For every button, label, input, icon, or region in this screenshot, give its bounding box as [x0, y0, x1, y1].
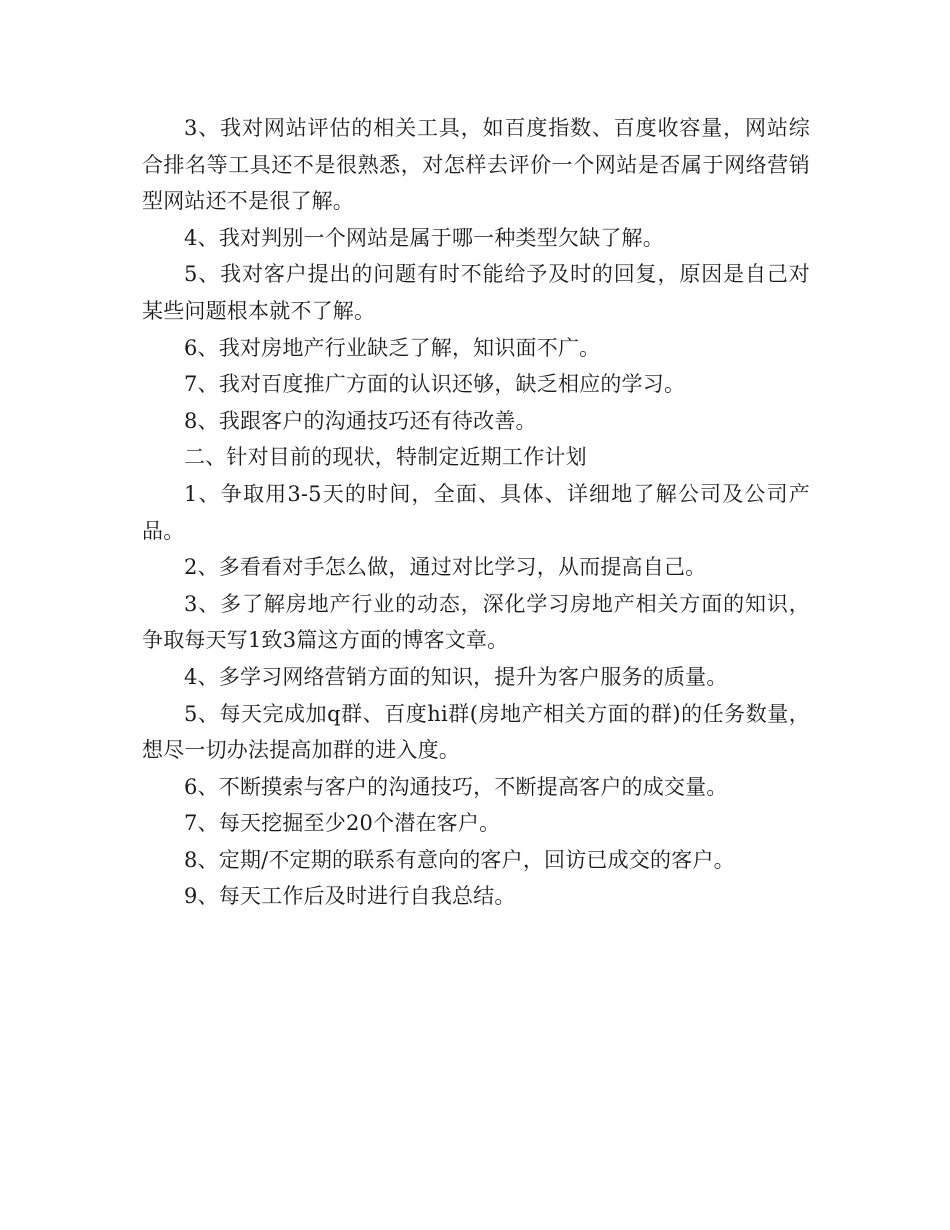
- paragraph-issue-4: 4、我对判别一个网站是属于哪一种类型欠缺了解。: [184, 225, 664, 250]
- paragraph-plan-1: 1、争取用3-5天的时间，全面、具体、详细地了解公司及公司产品。: [142, 481, 810, 543]
- paragraph-plan-6: 6、不断摸索与客户的沟通技巧，不断提高客户的成交量。: [184, 774, 728, 799]
- section-heading-plan: 二、针对目前的现状，特制定近期工作计划: [184, 445, 587, 470]
- paragraph-issue-3: 3、我对网站评估的相关工具，如百度指数、百度收容量，网站综合排名等工具还不是很熟悉，对怎样去评价一个网站是否属于网络营销型网站还不是很了解。: [142, 116, 810, 214]
- paragraph-issue-6: 6、我对房地产行业缺乏了解，知识面不广。: [184, 335, 601, 360]
- paragraph-plan-2: 2、多看看对手怎么做，通过对比学习，从而提高自己。: [184, 555, 707, 580]
- paragraph-issue-7: 7、我对百度推广方面的认识还够，缺乏相应的学习。: [184, 372, 686, 397]
- paragraph-issue-5: 5、我对客户提出的问题有时不能给予及时的回复，原因是自己对某些问题根本就不了解。: [142, 262, 810, 323]
- paragraph-plan-9: 9、每天工作后及时进行自我总结。: [184, 884, 516, 909]
- paragraph-plan-5: 5、每天完成加q群、百度hi群(房地产相关方面的群)的任务数量，想尽一切办法提高加群的进入度。: [142, 701, 810, 763]
- paragraph-plan-7: 7、每天挖掘至少20个潜在客户。: [184, 811, 501, 836]
- document-body: [142, 110, 810, 915]
- paragraph-issue-8: 8、我跟客户的沟通技巧还有待改善。: [184, 408, 537, 433]
- paragraph-plan-3: 3、多了解房地产行业的动态，深化学习房地产相关方面的知识，争取每天写1致3篇这方面的博客文章。: [142, 591, 810, 653]
- paragraph-plan-8: 8、定期/不定期的联系有意向的客户，回访已成交的客户。: [184, 847, 735, 872]
- paragraph-plan-4: 4、多学习网络营销方面的知识，提升为客户服务的质量。: [184, 664, 728, 689]
